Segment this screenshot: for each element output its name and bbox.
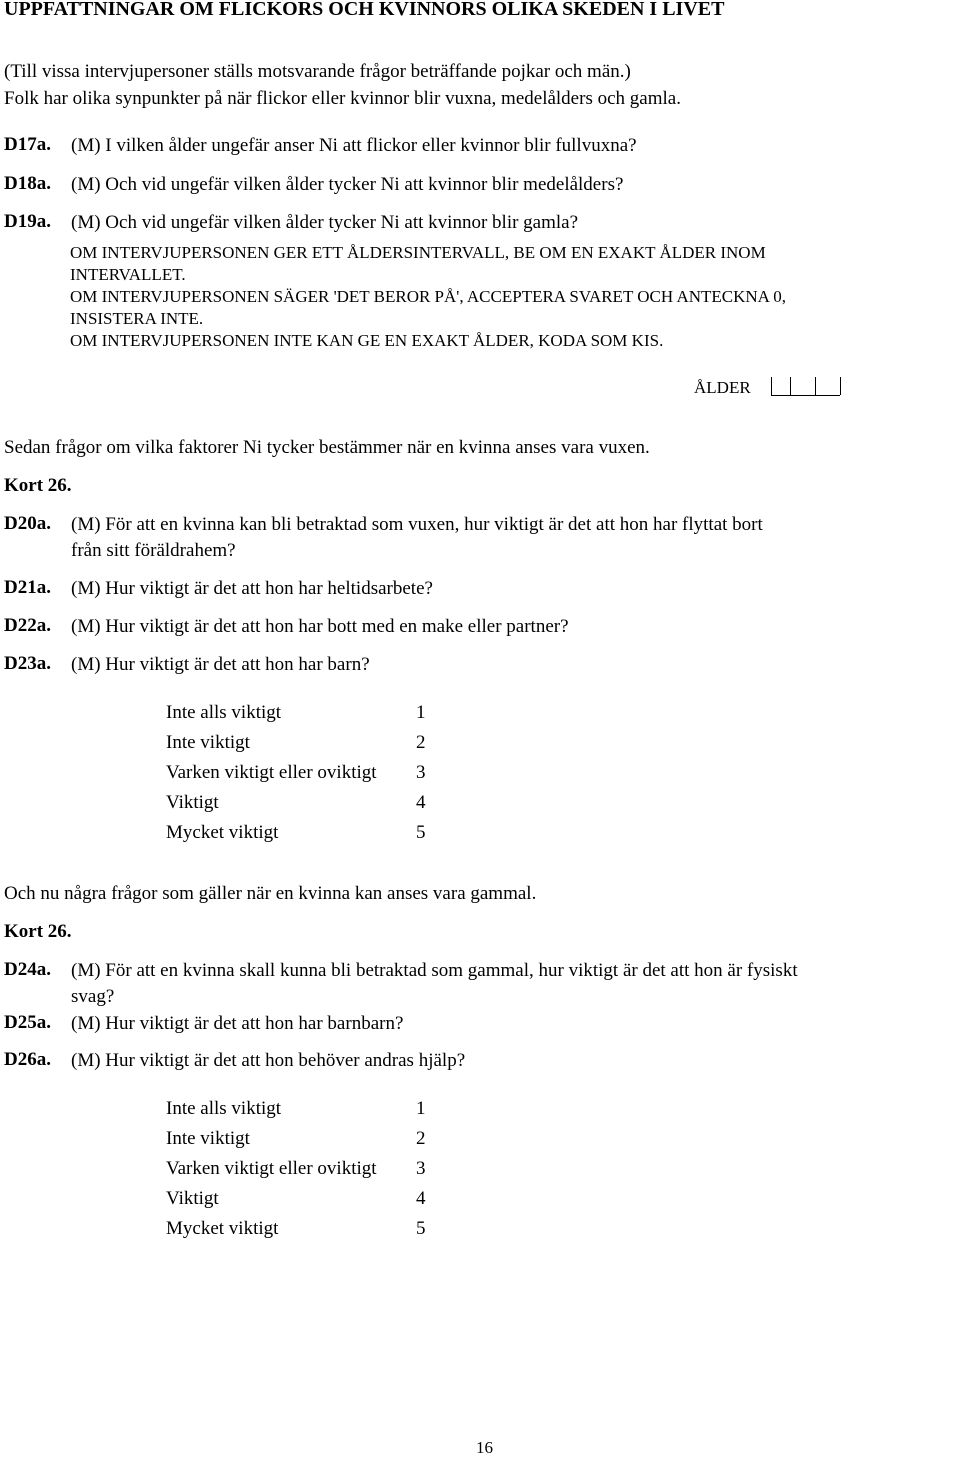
question-text: (M) Hur viktigt är det att hon har heltidsarbete? — [71, 578, 433, 599]
scale-label: Varken viktigt eller oviktigt — [166, 1158, 377, 1179]
scale-code: 1 — [416, 1098, 426, 1119]
digit-box-divider — [815, 377, 816, 395]
question-text: (M) Hur viktigt är det att hon har bott med en make eller partner? — [71, 616, 569, 637]
card-reference: Kort 26. — [4, 921, 72, 942]
question-id: D19a. — [4, 211, 51, 232]
digit-box-1[interactable] — [771, 395, 790, 396]
section-adult-intro: Sedan frågor om vilka faktorer Ni tycker bestämmer när en kvinna anses vara vuxen. — [4, 437, 650, 458]
age-answer-field[interactable] — [694, 377, 854, 399]
digit-box-divider — [771, 377, 772, 395]
instruction-line: OM INTERVJUPERSONEN INTE KAN GE EN EXAKT ÅLDER, KODA SOM KIS. — [70, 331, 664, 350]
scale-label: Inte viktigt — [166, 1128, 250, 1149]
intro-line-2: Folk har olika synpunkter på när flickor eller kvinnor blir vuxna, medelålders och gamla. — [4, 88, 681, 109]
page-number: 16 — [476, 1438, 493, 1457]
scale-code: 3 — [416, 762, 426, 783]
question-id: D23a. — [4, 653, 51, 674]
scale-label: Mycket viktigt — [166, 822, 279, 843]
instruction-line: OM INTERVJUPERSONEN SÄGER 'DET BEROR PÅ', ACCEPTERA SVARET OCH ANTECKNA 0, — [70, 287, 787, 306]
question-text-continued: från sitt föräldrahem? — [71, 540, 236, 561]
question-text: (M) Och vid ungefär vilken ålder tycker Ni att kvinnor blir gamla? — [71, 212, 579, 233]
instruction-line: OM INTERVJUPERSONEN GER ETT ÅLDERSINTERVALL, BE OM EN EXAKT ÅLDER INOM — [70, 243, 766, 262]
question-text: (M) För att en kvinna kan bli betraktad som vuxen, hur viktigt är det att hon har flyttat bort — [71, 514, 763, 535]
scale-code: 4 — [416, 792, 426, 813]
scale-label: Varken viktigt eller oviktigt — [166, 762, 377, 783]
scale-code: 1 — [416, 702, 426, 723]
scale-label: Mycket viktigt — [166, 1218, 279, 1239]
question-text: (M) Hur viktigt är det att hon har barn? — [71, 654, 370, 675]
question-id: D21a. — [4, 577, 51, 598]
digit-box-2[interactable] — [790, 395, 815, 396]
question-id: D18a. — [4, 173, 51, 194]
scale-label: Inte alls viktigt — [166, 702, 282, 723]
scale-label: Viktigt — [166, 792, 219, 813]
scale-code: 5 — [416, 1218, 426, 1239]
question-text: (M) Hur viktigt är det att hon behöver andras hjälp? — [71, 1050, 466, 1071]
question-text: (M) Hur viktigt är det att hon har barnbarn? — [71, 1013, 404, 1034]
page-title: UPPFATTNINGAR OM FLICKORS OCH KVINNORS OLIKA SKEDEN I LIVET — [4, 0, 725, 20]
scale-code: 4 — [416, 1188, 426, 1209]
scale-code: 2 — [416, 1128, 426, 1149]
scale-label: Inte alls viktigt — [166, 1098, 282, 1119]
scale-code: 3 — [416, 1158, 426, 1179]
instruction-line: INSISTERA INTE. — [70, 309, 204, 328]
section-old-intro: Och nu några frågor som gäller när en kvinna kan anses vara gammal. — [4, 883, 537, 904]
scale-code: 2 — [416, 732, 426, 753]
scale-label: Viktigt — [166, 1188, 219, 1209]
card-reference: Kort 26. — [4, 475, 72, 496]
question-id: D25a. — [4, 1012, 51, 1033]
question-id: D26a. — [4, 1049, 51, 1070]
scale-label: Inte viktigt — [166, 732, 250, 753]
question-text: (M) För att en kvinna skall kunna bli betraktad som gammal, hur viktigt är det att hon är fysiskt — [71, 960, 798, 981]
question-id: D22a. — [4, 615, 51, 636]
question-id: D20a. — [4, 513, 51, 534]
digit-box-3[interactable] — [815, 395, 840, 396]
question-id: D17a. — [4, 134, 51, 155]
intro-line-1: (Till vissa intervjupersoner ställs motsvarande frågor beträffande pojkar och män.) — [4, 61, 631, 82]
question-text-continued: svag? — [71, 986, 115, 1007]
scale-code: 5 — [416, 822, 426, 843]
question-text: (M) Och vid ungefär vilken ålder tycker Ni att kvinnor blir medelålders? — [71, 174, 624, 195]
digit-box-divider — [790, 377, 791, 395]
instruction-line: INTERVALLET. — [70, 265, 186, 284]
question-text: (M) I vilken ålder ungefär anser Ni att flickor eller kvinnor blir fullvuxna? — [71, 135, 637, 156]
age-label: ÅLDER — [694, 378, 751, 397]
question-id: D24a. — [4, 959, 51, 980]
digit-box-divider — [840, 377, 841, 395]
